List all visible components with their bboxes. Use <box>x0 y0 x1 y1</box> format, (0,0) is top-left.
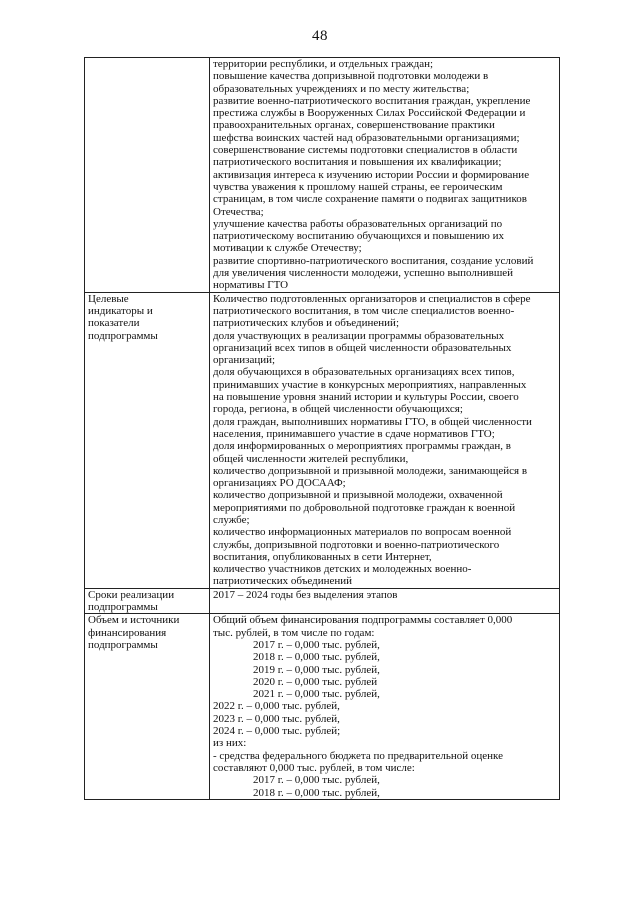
text-line: нормативы ГТО <box>213 279 289 292</box>
row-content-cell <box>210 614 560 799</box>
text-line: чувства уважения к прошлому нашей страны, ее героическим <box>213 180 503 193</box>
text-line: патриотического воспитания и повышения их квалификации; <box>213 156 502 169</box>
text-line: 2022 г. – 0,000 тыс. рублей, <box>213 700 340 713</box>
text-line: службе; <box>213 513 250 526</box>
text-line: тыс. рублей, в том числе по годам: <box>213 626 375 639</box>
text-line: престижа службы в Вооруженных Силах Российской Федерации и <box>213 107 526 120</box>
text-line: доля граждан, выполнивших нормативы ГТО, в общей численности <box>213 415 532 428</box>
text-line: службы, допризывной подготовки и военно-патриотического <box>213 538 500 551</box>
text-line: страницам, в том числе сохранение памяти о подвигах защитников <box>213 193 527 206</box>
text-line: 2018 г. – 0,000 тыс. рублей, <box>253 651 380 664</box>
text-line: количество информационных материалов по вопросам военной <box>213 526 512 539</box>
table-row <box>85 614 560 799</box>
text-line: мотивации к службе Отечеству; <box>213 242 362 255</box>
text-line: мероприятиями по добровольной подготовке граждан к военной <box>213 501 516 514</box>
table-row <box>85 588 560 614</box>
text-line: количество допризывной и призывной молодежи, охваченной <box>213 489 503 502</box>
text-line: города, региона, в общей численности обучающихся; <box>213 403 463 416</box>
row-content-cell <box>210 58 560 293</box>
row-label-line: подпрограммы <box>88 601 158 614</box>
row-label-line: Целевые <box>88 292 129 305</box>
text-line: принимавших участие в конкурсных мероприятиях, направленных <box>213 378 527 391</box>
row-label-line: Сроки реализации <box>88 588 175 601</box>
row-label-cell <box>85 614 210 799</box>
text-line: воспитания, опубликованных в сети Интернет, <box>213 550 432 563</box>
row-label-line: Объем и источники <box>88 614 180 627</box>
text-line: населения, принимавшего участие в сдаче нормативов ГТО; <box>213 427 495 440</box>
table-row <box>85 58 560 293</box>
text-line: доля информированных о мероприятиях программы граждан, в <box>213 440 512 453</box>
table-row <box>85 292 560 588</box>
page-number: 48 <box>312 28 328 44</box>
text-line: активизация интереса к изучению истории России и формирование <box>213 168 530 181</box>
text-line: Общий объем финансирования подпрограммы составляет 0,000 <box>213 614 513 627</box>
text-line: развитие военно-патриотического воспитания граждан, укрепление <box>213 94 531 107</box>
text-line: из них: <box>213 737 247 750</box>
row-label-line: подпрограммы <box>88 638 158 651</box>
text-line: шефства воинских частей над образовательными организациями; <box>213 131 520 144</box>
text-line: количество участников детских и молодежных военно- <box>213 563 472 576</box>
text-line: доля обучающихся в образовательных организациях всех типов, <box>213 366 515 379</box>
text-line: территории республики, и отдельных граждан; <box>213 58 434 70</box>
text-line: улучшение качества работы образовательных организаций по <box>213 217 503 230</box>
text-line: Количество подготовленных организаторов и специалистов в сфере <box>213 292 531 305</box>
text-line: 2019 г. – 0,000 тыс. рублей, <box>253 663 380 676</box>
row-content-cell <box>210 588 560 614</box>
row-label-line: индикаторы и <box>88 304 153 317</box>
row-label-line: финансирования <box>88 626 167 639</box>
text-line: - средства федерального бюджета по предварительной оценке <box>213 749 503 762</box>
text-line: патриотического воспитания, в том числе специалистов военно- <box>213 304 515 317</box>
text-line: 2023 г. – 0,000 тыс. рублей, <box>213 712 340 725</box>
text-line: 2017 г. – 0,000 тыс. рублей, <box>253 638 380 651</box>
text-line: совершенствование системы подготовки специалистов в области <box>213 144 518 157</box>
text-line: 2017 – 2024 годы без выделения этапов <box>213 588 398 601</box>
text-line: на повышение уровня знаний истории и культуры России, своего <box>213 391 519 404</box>
text-line: 2021 г. – 0,000 тыс. рублей, <box>253 688 380 701</box>
text-line: правоохранительных органах, совершенствование практики <box>213 119 495 132</box>
row-label-line: показатели <box>88 317 140 330</box>
row-label-cell <box>85 588 210 614</box>
row-label-line: подпрограммы <box>88 329 158 342</box>
text-line: повышение качества допризывной подготовки молодежи в <box>213 70 489 83</box>
text-line: для увеличения численности молодежи, успешно выполнившей <box>213 267 514 280</box>
text-line: организаций; <box>213 354 276 367</box>
text-line: патриотическому воспитанию обучающихся и повышению их <box>213 230 504 243</box>
text-line: 2024 г. – 0,000 тыс. рублей; <box>213 725 341 738</box>
subprogram-passport-table <box>84 57 560 800</box>
text-line: количество допризывной и призывной молодежи, занимающейся в <box>213 464 528 477</box>
text-line: общей численности жителей республики, <box>213 452 409 465</box>
text-line: развитие спортивно-патриотического воспитания, создание условий <box>213 254 534 267</box>
row-label-cell <box>85 58 210 293</box>
text-line: составляют 0,000 тыс. рублей, в том числе: <box>213 761 415 774</box>
row-content-cell <box>210 292 560 588</box>
text-line: доля участвующих в реализации программы образовательных <box>213 329 505 342</box>
row-label-cell <box>85 292 210 588</box>
text-line: 2018 г. – 0,000 тыс. рублей, <box>253 786 380 799</box>
text-line: организациях РО ДОСААФ; <box>213 477 346 490</box>
text-line: образовательных учреждениях и по месту жительства; <box>213 82 470 95</box>
text-line: 2020 г. – 0,000 тыс. рублей <box>253 675 378 688</box>
text-line: организаций всех типов в общей численности образовательных <box>213 341 512 354</box>
text-line: патриотических объединений <box>213 575 353 588</box>
text-line: Отечества; <box>213 205 264 218</box>
text-line: патриотических клубов и объединений; <box>213 317 399 330</box>
text-line: 2017 г. – 0,000 тыс. рублей, <box>253 774 380 787</box>
